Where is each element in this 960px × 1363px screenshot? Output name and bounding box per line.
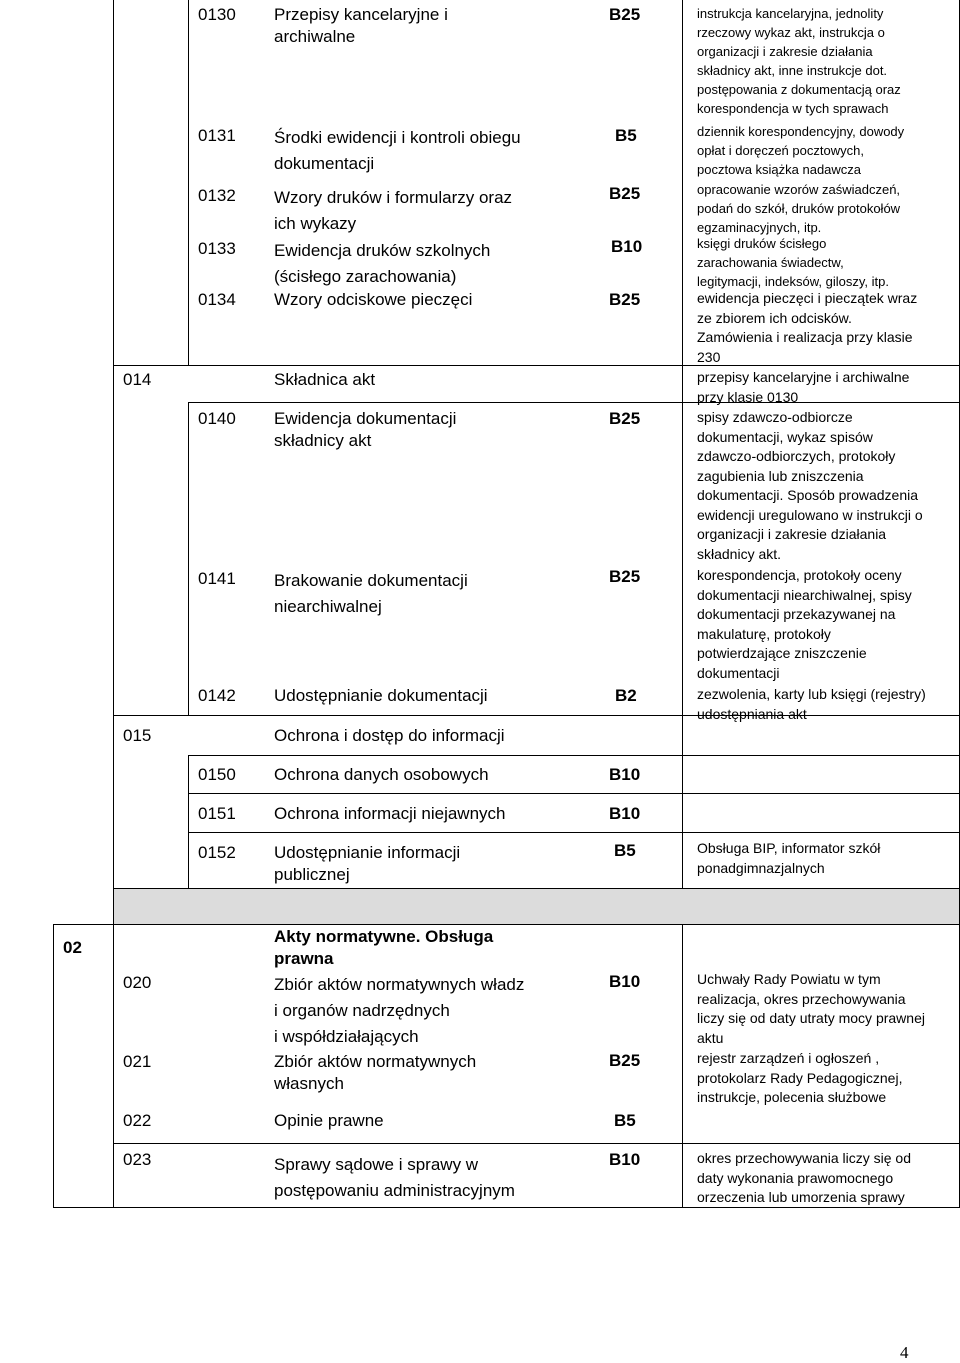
archive-category: B10 (609, 804, 641, 823)
class-code: 0141 (198, 569, 236, 588)
row-divider (188, 793, 960, 794)
class-title: Środki ewidencji i kontroli obiegu dokumentacji (274, 128, 521, 173)
class-notes: zezwolenia, karty lub księgi (rejestry) udostępniania akt (697, 686, 926, 722)
class-title: Zbiór aktów normatywnych władz i organów nadrzędnych i współdziałających (274, 975, 525, 1046)
archive-category: B2 (615, 686, 637, 705)
class-title: Ewidencja druków szkolnych (ścisłego zarachowania) (274, 241, 491, 286)
class-code: 015 (123, 726, 152, 745)
column-divider (682, 924, 683, 1207)
archive-category: B10 (609, 972, 641, 991)
class-title: Opinie prawne (274, 1111, 384, 1130)
class-title: Udostępnianie dokumentacji (274, 686, 488, 705)
archive-category: B25 (609, 409, 641, 428)
archive-category: B5 (614, 841, 636, 860)
class-notes: rejestr zarządzeń i ogłoszeń , protokolarz Rady Pedagogicznej, instrukcje, polecenia służbowe (697, 1050, 903, 1105)
class-notes: księgi druków ścisłego zarachowania świadectw, legitymacji, indeksów, giloszy, itp. (697, 236, 889, 289)
class-title: Sprawy sądowe i sprawy w postępowaniu administracyjnym (274, 1155, 515, 1200)
class-code: 022 (123, 1111, 152, 1130)
class-code: 021 (123, 1052, 152, 1071)
archive-category: B25 (609, 290, 641, 309)
table-border-left-outer (53, 924, 54, 1207)
column-divider (188, 0, 189, 365)
archive-category: B25 (609, 1051, 641, 1070)
class-code: 020 (123, 973, 152, 992)
page-number: 4 (900, 1343, 909, 1362)
class-code: 023 (123, 1150, 152, 1169)
class-title: Ochrona informacji niejawnych (274, 804, 506, 823)
class-title: Wzory druków i formularzy oraz ich wykazy (274, 188, 513, 233)
class-code: 014 (123, 370, 152, 389)
row-divider (53, 924, 960, 925)
archive-category: B25 (609, 567, 641, 586)
class-title: Ochrona i dostęp do informacji (274, 726, 505, 745)
class-notes: okres przechowywania liczy się od daty wykonania prawomocnego orzeczenia lub umorzenia sprawy (697, 1150, 911, 1205)
section-separator (113, 888, 960, 924)
class-code: 0131 (198, 126, 236, 145)
row-divider (113, 1143, 960, 1144)
archive-category: B10 (609, 765, 641, 784)
class-notes: instrukcja kancelaryjna, jednolity rzeczowy wykaz akt, instrukcja o organizacji i zakresie działania składnicy akt, inne instrukcje dot. postępowania z dokumentacją oraz korespondencja w tych sprawach (697, 6, 901, 116)
archive-category: B5 (615, 126, 637, 145)
class-code: 0151 (198, 804, 236, 823)
table-border-left (113, 365, 114, 1207)
table-border-left (113, 0, 114, 365)
row-divider (113, 888, 960, 889)
class-title: Brakowanie dokumentacji niearchiwalnej (274, 571, 468, 616)
archive-category: B10 (611, 237, 643, 256)
class-code: 0142 (198, 686, 236, 705)
class-notes: Obsługa BIP, informator szkół ponadgimnazjalnych (697, 840, 881, 876)
archive-category: B25 (609, 5, 641, 24)
class-notes: spisy zdawczo-odbiorcze dokumentacji, wykaz spisów zdawczo-odbiorczych, protokoły zagubienia lub zniszczenia dokumentacji. Sposób prowadzenia ewidencji uregulowano w instrukcji o organizacji i zakresie działania składnicy akt. (697, 409, 923, 562)
class-code: 02 (63, 938, 82, 957)
class-title: Akty normatywne. Obsługa prawna (274, 927, 494, 968)
class-code: 0132 (198, 186, 236, 205)
column-divider (188, 402, 189, 715)
class-code: 0150 (198, 765, 236, 784)
class-notes: ewidencja pieczęci i pieczątek wraz ze zbiorem ich odcisków. Zamówienia i realizacja przy klasie 230 (697, 290, 918, 365)
archive-category: B5 (614, 1111, 636, 1130)
class-code: 0152 (198, 843, 236, 862)
column-divider (188, 755, 189, 888)
class-title: Ewidencja dokumentacji składnicy akt (274, 409, 457, 450)
class-code: 0140 (198, 409, 236, 428)
class-code: 0130 (198, 5, 236, 24)
class-title: Udostępnianie informacji publicznej (274, 843, 461, 884)
class-title: Zbiór aktów normatywnych własnych (274, 1052, 477, 1093)
class-title: Wzory odciskowe pieczęci (274, 290, 473, 309)
class-code: 0134 (198, 290, 236, 309)
class-notes: Uchwały Rady Powiatu w tym realizacja, okres przechowywania liczy się od daty utraty mocy prawnej aktu (697, 971, 925, 1046)
class-title: Składnica akt (274, 370, 376, 389)
archive-category: B10 (609, 1150, 641, 1169)
class-title: Ochrona danych osobowych (274, 765, 489, 784)
archive-category: B25 (609, 184, 641, 203)
class-title: Przepisy kancelaryjne i archiwalne (274, 5, 448, 46)
class-notes: przepisy kancelaryjne i archiwalne przy klasie 0130 (697, 369, 910, 405)
row-divider (188, 832, 960, 833)
class-code: 0133 (198, 239, 236, 258)
class-notes: dziennik korespondencyjny, dowody opłat i doręczeń pocztowych, pocztowa książka nadawcza (697, 124, 905, 177)
class-notes: opracowanie wzorów zaświadczeń, podań do szkół, druków protokołów egzaminacyjnych, itp. (697, 182, 901, 235)
row-divider (188, 755, 960, 756)
class-notes: korespondencja, protokoły oceny dokumentacji niearchiwalnej, spisy dokumentacji przekazywanej na makulaturę, protokoły potwierdzające zniszczenie dokumentacji (697, 567, 912, 681)
